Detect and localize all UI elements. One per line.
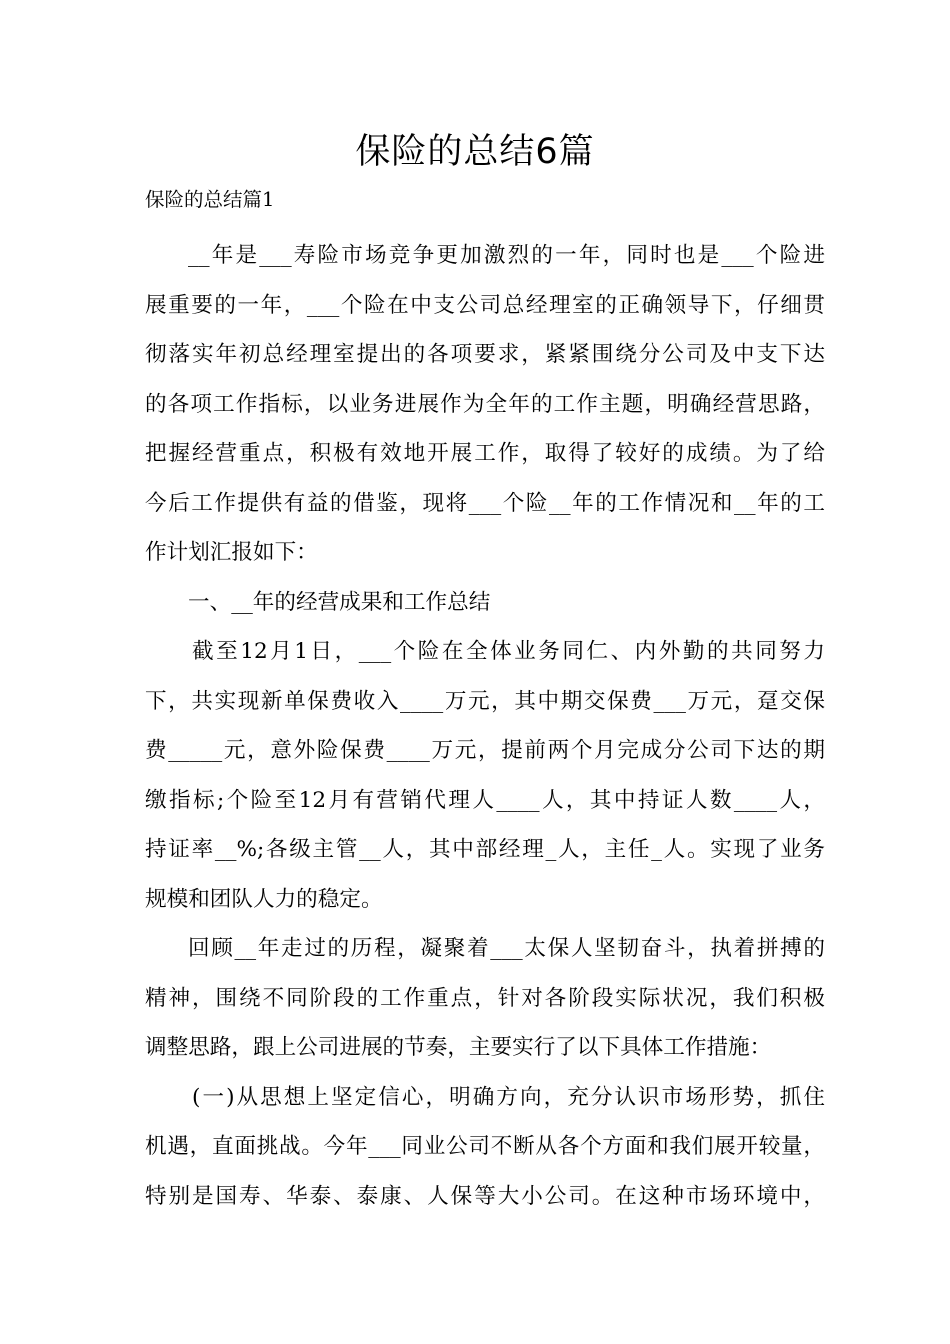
paragraph-line: 机遇，直面挑战。今年___同业公司不断从各个方面和我们展开较量， — [145, 1134, 825, 1159]
paragraph-2 — [145, 578, 825, 628]
paragraph-line: 把握经营重点，积极有效地开展工作，取得了较好的成绩。为了给 — [145, 441, 825, 466]
paragraph-line: (一)从思想上坚定信心，明确方向，充分认识市场形势，抓住 — [192, 1084, 825, 1110]
paragraph-line: 回顾__年走过的历程，凝聚着___太保人坚韧奋斗，执着拼搏的 — [188, 936, 825, 961]
paragraph-line: 展重要的一年，___个险在中支公司总经理室的正确领导下，仔细贯 — [145, 292, 825, 318]
paragraph-line: 特别是国寿、华泰、泰康、人保等大小公司。在这种市场环境中， — [145, 1183, 825, 1209]
paragraph-line: 精神，围绕不同阶段的工作重点，针对各阶段实际状况，我们积极 — [145, 985, 825, 1011]
paragraph-3 — [145, 627, 825, 924]
paragraph-line: 缴指标;个险至12月有营销代理人____人，其中持证人数____人， — [145, 787, 825, 813]
paragraph-4 — [145, 924, 825, 1073]
section-heading: 保险的总结篇1 — [145, 188, 275, 211]
document-title: 保险的总结6篇 — [355, 132, 595, 172]
paragraph-5 — [145, 1073, 825, 1222]
document-body — [145, 231, 825, 1221]
paragraph-line: 今后工作提供有益的借鉴，现将___个险__年的工作情况和__年的工 — [145, 490, 825, 516]
paragraph-line: 彻落实年初总经理室提出的各项要求，紧紧围绕分公司及中支下达 — [145, 342, 825, 367]
paragraph-line: 截至12月1日，___个险在全体业务同仁、内外勤的共同努力 — [192, 639, 825, 664]
paragraph-line: 费_____元，意外险保费____万元，提前两个月完成分公司下达的期 — [145, 738, 825, 763]
paragraph-line: 作计划汇报如下： — [145, 540, 318, 565]
paragraph-line: 下，共实现新单保费收入____万元，其中期交保费___万元，趸交保 — [145, 688, 825, 714]
paragraph-line: 规模和团队人力的稳定。 — [145, 886, 383, 912]
paragraph-line: 的各项工作指标，以业务进展作为全年的工作主题，明确经营思路， — [145, 391, 825, 417]
paragraph-1 — [145, 231, 825, 578]
paragraph-line: 持证率__%;各级主管__人，其中部经理_人，主任_人。实现了业务 — [145, 837, 825, 862]
paragraph-line: __年是___寿险市场竞争更加激烈的一年，同时也是___个险进 — [188, 243, 825, 268]
paragraph-line: 调整思路，跟上公司进展的节奏，主要实行了以下具体工作措施： — [145, 1035, 772, 1060]
subsection-heading: 一、__年的经营成果和工作总结 — [188, 589, 491, 615]
